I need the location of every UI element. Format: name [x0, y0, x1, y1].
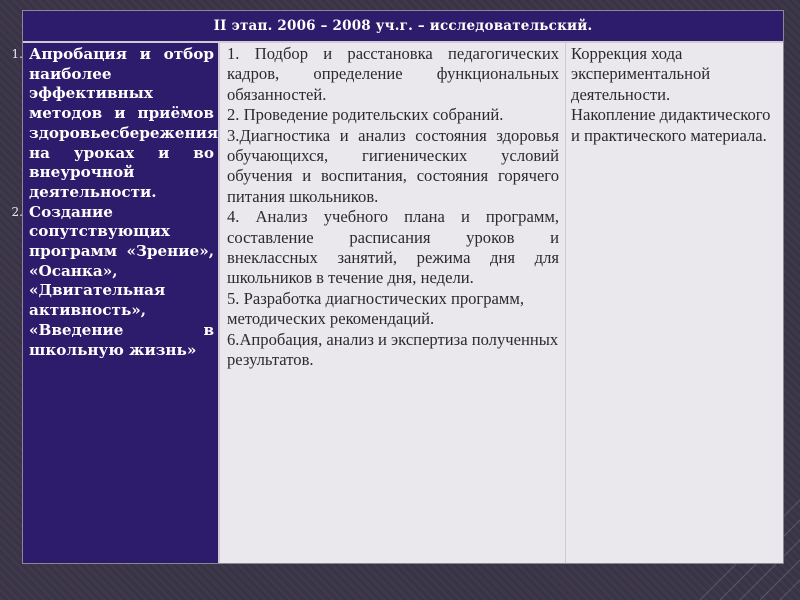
result-item: Накопление дидактического и практического материала.: [571, 105, 771, 145]
goals-column: [11, 43, 220, 563]
task-item: 6.Апробация, анализ и экспертиза полученных результатов.: [227, 329, 559, 370]
results-list: [566, 44, 783, 146]
result-item: Коррекция хода экспериментальной деятельности.: [571, 44, 711, 104]
goals-list: [11, 45, 219, 360]
goal-item: [11, 45, 219, 203]
tasks-list: [220, 44, 565, 371]
goal-number: 1.: [11, 47, 23, 61]
goal-number: 2.: [11, 204, 23, 219]
task-item: 4. Анализ учебного плана и программ, составление расписания уроков и внеклассных занятий, режима дня для школьников в течение дня, недели.: [227, 207, 559, 288]
goal-text: Апробация и отбор наиболее эффективных методов и приёмов здоровьесбережения на уроках и во внеурочной деятельности.: [29, 45, 219, 201]
task-item: 1. Подбор и расстановка педагогических кадров, определение функциональных обязанностей.: [227, 44, 559, 104]
task-item: 2. Проведение родительских собраний.: [227, 105, 504, 125]
goal-text: Создание сопутствующих программ «Зрение», «Осанка», «Двигательная активность», «Введение в школьную жизнь»: [29, 202, 214, 359]
table-header: II этап. 2006 – 2008 уч.г. – исследовательский.: [23, 11, 783, 43]
task-item: 3.Диагностика и анализ состояния здоровья обучающихся, гигиенических условий обучения и воспитания, состояния горячего питания школьников.: [227, 125, 559, 206]
stage-table: [11, 10, 784, 564]
results-column: [566, 43, 783, 563]
task-item: 5. Разработка диагностических программ, методических рекомендаций.: [227, 288, 525, 329]
tasks-column: [220, 43, 566, 563]
goal-item: [11, 202, 218, 361]
